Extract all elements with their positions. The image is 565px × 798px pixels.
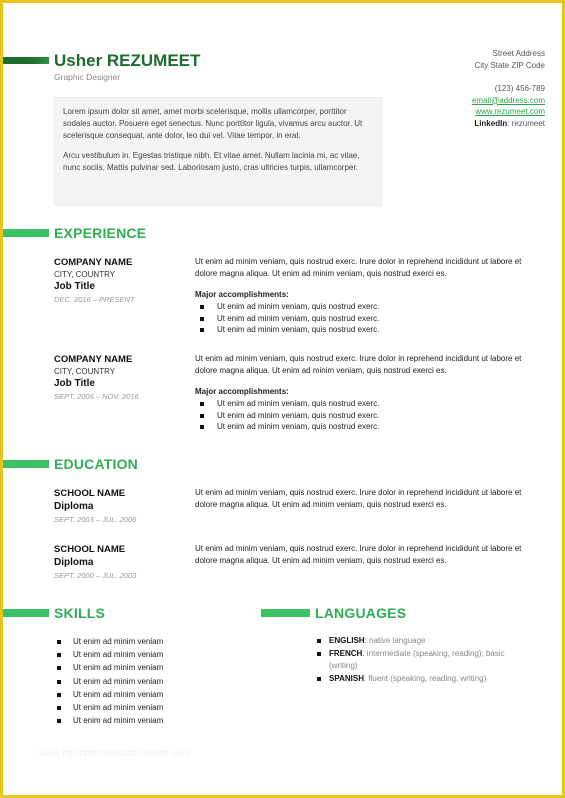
experience-entry-1-meta xyxy=(54,257,134,304)
contact-website-link[interactable]: www.rezumeet.com xyxy=(475,107,545,116)
language-name: SPANISH xyxy=(329,673,364,683)
accomplishments-heading: Major accomplishments: xyxy=(195,387,289,396)
languages-list xyxy=(315,635,515,685)
watermark: www.heritagechristiancollege.com xyxy=(39,748,191,758)
education-description: Ut enim ad minim veniam, quis nostrud exerc. Irure dolor in reprehend incididunt ut labore et dolore magna aliqua. Ut enim ad minim veniam, quis nostrud exerci es. xyxy=(195,544,522,565)
experience-entry-2-details xyxy=(195,353,535,433)
job-description: Ut enim ad minim veniam, quis nostrud exerc. Irure dolor in reprehend incididunt ut labore et dolore magna aliqua. Ut enim ad minim veniam, quis nostrud exerci es. xyxy=(195,354,522,375)
skill-item: Ut enim ad minim veniam xyxy=(54,648,163,661)
accomplishment-item: Ut enim ad minim veniam, quis nostrud exerc. xyxy=(195,421,535,433)
experience-entry-1-details xyxy=(195,256,535,336)
education-dates: SEPT. 2000 – JUL. 2003 xyxy=(54,571,137,580)
job-description: Ut enim ad minim veniam, quis nostrud exerc. Irure dolor in reprehend incididunt ut labore et dolore magna aliqua. Ut enim ad minim veniam, quis nostrud exerci es. xyxy=(195,257,522,278)
candidate-title: Graphic Designer xyxy=(54,72,121,82)
company-name: COMPANY NAME xyxy=(54,257,133,268)
accomplishment-item: Ut enim ad minim veniam, quis nostrud exerc. xyxy=(195,398,535,410)
contact-linkedin xyxy=(472,118,545,130)
experience-heading: EXPERIENCE xyxy=(54,225,147,241)
language-name: ENGLISH xyxy=(329,636,365,645)
summary-box xyxy=(54,97,382,206)
contact-street: Street Address xyxy=(492,49,545,58)
skills-list xyxy=(54,635,163,727)
accomplishments-list xyxy=(195,398,535,433)
language-name: FRENCH xyxy=(329,648,363,658)
accomplishments-heading: Major accomplishments: xyxy=(195,290,289,299)
skill-item: Ut enim ad minim veniam xyxy=(54,675,163,688)
degree: Diploma xyxy=(54,501,94,512)
job-dates: SEPT. 2006 – NOV. 2016 xyxy=(54,392,139,401)
job-title: Job Title xyxy=(54,281,95,292)
company-location: CITY, COUNTRY xyxy=(54,270,116,279)
education-accent-bar xyxy=(3,460,49,468)
accomplishment-item: Ut enim ad minim veniam, quis nostrud exerc. xyxy=(195,313,535,325)
linkedin-label: LinkedIn xyxy=(474,118,508,128)
language-item xyxy=(315,635,515,648)
education-entry-2-meta xyxy=(54,544,136,580)
accomplishment-item: Ut enim ad minim veniam, quis nostrud exerc. xyxy=(195,410,535,422)
candidate-name: Usher REZUMEET xyxy=(54,51,201,70)
experience-accent-bar xyxy=(3,229,49,237)
language-level: : intermediate (speaking, reading); basic (writing) xyxy=(329,648,505,670)
contact-city: City State ZIP Code xyxy=(474,60,545,70)
skills-accent-bar xyxy=(3,609,49,617)
summary-paragraph-1: Lorem ipsum dolor sit amet, amet morbi scelerisque, mollis ullamcorper, porttitor sodales auctor. Posuere eget senectus. Nunc porttitor ligula, vivamus arcu auctor. Ut scelerisque consequat, ante dolor, leo dui vel. Vitae tempor, in erat. xyxy=(63,107,363,140)
job-dates: DEC. 2016 – PRESENT xyxy=(54,295,135,304)
skills-heading: SKILLS xyxy=(54,605,105,621)
linkedin-value: : rezumeet xyxy=(507,118,545,128)
languages-accent-bar xyxy=(261,609,310,617)
skill-item: Ut enim ad minim veniam xyxy=(54,714,163,727)
language-item xyxy=(315,648,515,673)
education-entry-1-meta xyxy=(54,488,136,524)
summary-paragraph-2: Arcu vestibulum in. Egestas tristique nibh. Et vitae amet. Nullam lacinia mi, ac vitae, nunc sociis. Mattis pulvinar sed. Laboriosam justo, cras ultricies turpis, ullamcorper. xyxy=(63,151,360,172)
job-title: Job Title xyxy=(54,378,95,389)
contact-email-link[interactable]: email@address.com xyxy=(471,95,545,105)
company-location: CITY, COUNTRY xyxy=(54,367,116,376)
education-description: Ut enim ad minim veniam, quis nostrud exerc. Irure dolor in reprehend incididunt ut labore et dolore magna aliqua. Ut enim ad minim veniam, quis nostrud exerci es. xyxy=(195,488,522,509)
skill-item: Ut enim ad minim veniam xyxy=(54,635,163,648)
education-entry-1-details xyxy=(195,487,535,511)
languages-heading: LANGUAGES xyxy=(315,605,407,621)
accomplishments-list xyxy=(195,301,535,336)
skill-item: Ut enim ad minim veniam xyxy=(54,701,163,714)
education-entry-2-details xyxy=(195,543,535,567)
contact-phone: (123) 456-789 xyxy=(494,84,545,93)
degree: Diploma xyxy=(54,557,94,568)
education-dates: SEPT. 2003 – JUL. 2006 xyxy=(54,515,137,524)
skill-item: Ut enim ad minim veniam xyxy=(54,688,163,701)
school-name: SCHOOL NAME xyxy=(54,544,126,555)
skill-item: Ut enim ad minim veniam xyxy=(54,661,163,674)
school-name: SCHOOL NAME xyxy=(54,488,126,499)
resume-page xyxy=(3,3,562,795)
education-heading: EDUCATION xyxy=(54,456,138,472)
experience-entry-2-meta xyxy=(54,354,139,401)
name-accent-bar xyxy=(3,57,49,64)
accomplishment-item: Ut enim ad minim veniam, quis nostrud exerc. xyxy=(195,301,535,313)
contact-block xyxy=(472,48,545,129)
language-level: : fluent (speaking, reading, writing) xyxy=(363,673,487,683)
accomplishment-item: Ut enim ad minim veniam, quis nostrud exerc. xyxy=(195,324,535,336)
language-level: : native language xyxy=(364,636,426,645)
language-item xyxy=(315,673,515,686)
company-name: COMPANY NAME xyxy=(54,354,133,365)
